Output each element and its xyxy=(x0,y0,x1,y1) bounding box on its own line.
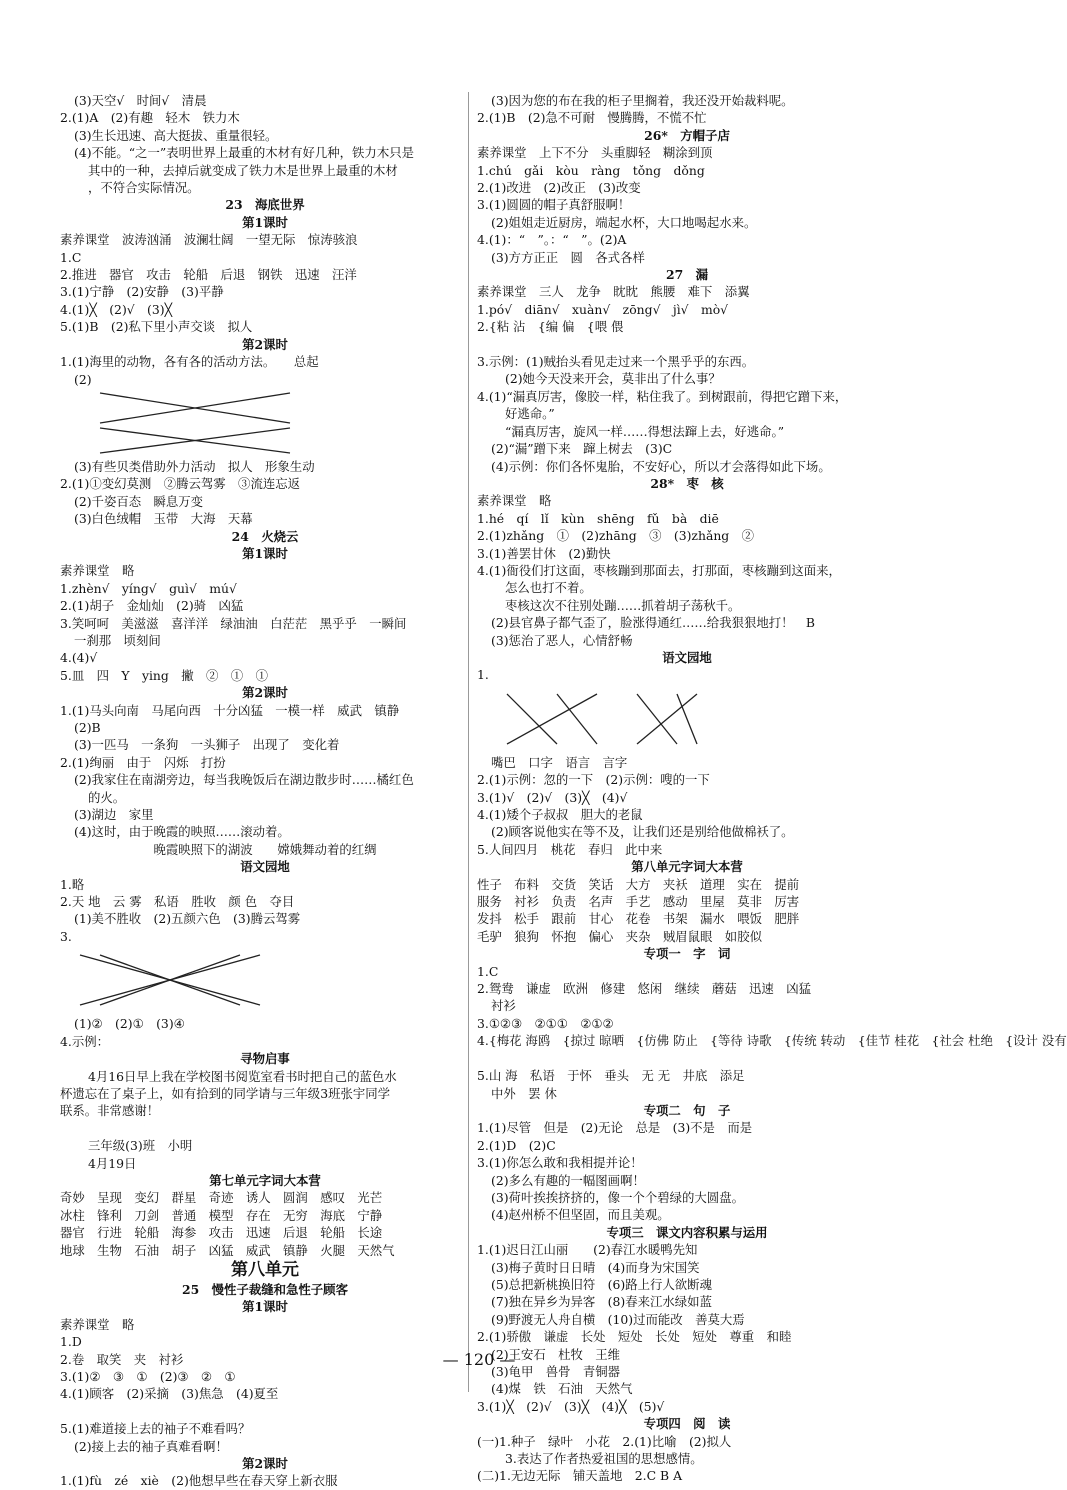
match-line xyxy=(507,694,597,744)
answer-line: 2.(1)D (2)C xyxy=(477,1137,556,1153)
answer-line: (3)梅子黄时日日晴 (4)而身为宋国笑 xyxy=(491,1259,700,1275)
answer-line: (3)荷叶挨挨挤挤的，像一个个碧绿的大圆盘。 xyxy=(491,1189,744,1205)
answer-line: 2.(1)改进 (2)改正 (3)改变 xyxy=(477,180,641,196)
matching-lines xyxy=(60,388,420,458)
answer-line: 2.推进 器官 攻击 轮船 后退 钢铁 迅速 汪洋 xyxy=(60,267,357,283)
answer-line: (4)示例：你们各怀鬼胎，不安好心，所以才会落得如此下场。 xyxy=(491,458,831,474)
answer-line: (2) xyxy=(74,371,92,387)
answer-line: 性子 布料 交货 笑话 大方 夹袄 道理 实在 提前 xyxy=(477,876,800,892)
answer-line: (3)方方正正 圆 各式各样 xyxy=(491,249,645,265)
answer-line: 26* 方帽子店 xyxy=(644,127,730,143)
answer-line: (2)我家住在南湖旁边，每当我晚饭后在湖边散步时……橘红色 xyxy=(74,772,414,788)
answer-line: 1.(1)海里的动物，各有各的活动方法。 总起 xyxy=(60,354,319,370)
answer-line: (2)王安石 杜牧 王维 xyxy=(491,1346,621,1362)
answer-line: (4)这时，由于晚霞的映照……滚动着。 xyxy=(74,824,290,840)
answer-line: 3.示例：(1)贼抬头看见走过来一个黑乎乎的东西。 xyxy=(477,354,755,370)
answer-line: (二)1.无边无际 铺天盖地 2.C B A xyxy=(477,1468,683,1484)
answer-line: 23 海底世界 xyxy=(225,197,305,213)
answer-line: 1. xyxy=(477,667,489,683)
answer-line: 第2课时 xyxy=(242,685,288,701)
answer-line: 嘴巴 口字 语言 言字 xyxy=(491,754,628,770)
answer-line: (1)美不胜收 (2)五颜六色 (3)腾云驾雾 xyxy=(74,911,301,927)
answer-line: 25 慢性子裁缝和急性子顾客 xyxy=(182,1281,348,1297)
answer-line: 2.{粘 沾 {编 偏 {喂 偎 xyxy=(477,319,624,335)
answer-line: 2.(1)示例：忽的一下 (2)示例：嗖的一下 xyxy=(477,772,710,788)
answer-line: (4)煤 铁 石油 天然气 xyxy=(491,1381,633,1397)
answer-line: 素养课堂 波涛汹涌 波澜壮阔 一望无际 惊涛骇浪 xyxy=(60,232,358,248)
answer-line: 3.(1)② ③ ① (2)③ ② ① xyxy=(60,1368,236,1384)
answer-line: 服务 衬衫 负责 名声 手艺 感动 里屋 莫非 厉害 xyxy=(477,894,800,910)
answer-line: 素养课堂 略 xyxy=(60,1316,135,1332)
answer-line: 3.①②③ ②①① ②①② xyxy=(477,1015,614,1031)
answer-line: (2)县官鼻子都气歪了，脸涨得通红……给我狠狠地打！ B xyxy=(491,615,816,631)
answer-line: 1.C xyxy=(477,963,499,979)
answer-line: 2.天 地 云 雾 私语 胜收 颜 色 夺目 xyxy=(60,894,295,910)
answer-line: 2.鸳鸯 谦虚 欧洲 修建 悠闲 继续 蘑菇 迅速 凶猛 xyxy=(477,981,811,997)
left-column xyxy=(60,92,470,1490)
answer-line: 3.(1)√ (2)√ (3)╳ (4)√ xyxy=(477,789,628,805)
answer-line: 4.(1)矮个子叔叔 胆大的老鼠 xyxy=(477,807,643,823)
answer-line: 1.略 xyxy=(60,876,85,892)
answer-line: (2)千姿百态 瞬息万变 xyxy=(74,493,204,509)
answer-line: 中外 罢 休 xyxy=(491,1085,557,1101)
matching-lines xyxy=(60,945,420,1015)
answer-line: 器官 行进 轮船 海参 攻击 迅速 后退 轮船 长途 xyxy=(60,1225,383,1241)
answer-line: ，不符合实际情况。 xyxy=(88,180,200,196)
answer-line: 冰柱 锋利 刀剑 普通 模型 存在 无穷 海底 宁静 xyxy=(60,1207,383,1223)
answer-line: 2.(1)B (2)急不可耐 慢腾腾，不慌不忙 xyxy=(477,110,707,126)
answer-line: 3. xyxy=(60,928,72,944)
matching-diagram xyxy=(60,388,470,458)
answer-line: 5.人间四月 桃花 春归 此中来 xyxy=(477,841,663,857)
answer-line: (7)独在异乡为异客 (8)春来江水绿如蓝 xyxy=(491,1294,712,1310)
answer-line: 3.(1)你怎么敢和我相提并论！ xyxy=(477,1155,643,1171)
answer-line: 第1课时 xyxy=(242,545,288,561)
answer-line: 联系。非常感谢！ xyxy=(60,1103,160,1119)
right-column xyxy=(477,92,1067,1485)
answer-line: 第2课时 xyxy=(242,336,288,352)
answer-line xyxy=(60,1403,470,1420)
answer-line: 第2课时 xyxy=(242,1456,288,1471)
answer-line: 第1课时 xyxy=(242,214,288,230)
answer-line: (3)惩治了恶人，心情舒畅 xyxy=(491,632,633,648)
answer-line: 24 火烧云 xyxy=(231,528,299,544)
answer-line: 素养课堂 上下不分 头重脚轻 糊涂到顶 xyxy=(477,145,713,161)
answer-line: 专项二 句 子 xyxy=(643,1102,731,1118)
answer-line: 三年级(3)班 小明 xyxy=(88,1138,193,1154)
answer-line: (2)B xyxy=(74,720,101,735)
answer-line: 4.示例： xyxy=(60,1033,109,1049)
answer-line: (3)一匹马 一条狗 一头狮子 出现了 变化着 xyxy=(74,737,340,753)
answer-line: 5.皿 四 Y ying 撇 ② ① ① xyxy=(60,667,268,683)
answer-line: 晚霞映照下的湖波 嫦娥舞动着的红绸 xyxy=(153,841,377,857)
answer-line: 语文园地 xyxy=(662,649,712,665)
answer-line: 语文园地 xyxy=(240,859,290,875)
answer-line: 3.(1)宁静 (2)安静 (3)平静 xyxy=(60,284,224,300)
answer-line: 枣核这次不往别处蹦……抓着胡子荡秋千。 xyxy=(505,597,741,613)
answer-line: (1)② (2)① (3)④ xyxy=(74,1016,185,1032)
answer-line: 奇妙 呈现 变幻 群星 奇迹 诱人 圆润 感叹 光芒 xyxy=(60,1190,383,1206)
answer-line: 4.(1)顾客 (2)采摘 (3)焦急 (4)夏至 xyxy=(60,1386,279,1402)
answer-line: 2.(1)绚丽 由于 闪烁 打扮 xyxy=(60,754,226,770)
answer-line: (5)总把新桃换旧符 (6)路上行人欲断魂 xyxy=(491,1276,712,1292)
answer-line: (2)她今天没来开会，莫非出了什么事？ xyxy=(505,371,721,387)
answer-line: 3.笑呵呵 美滋滋 喜洋洋 绿油油 白茫茫 黑乎乎 一瞬间 xyxy=(60,615,407,631)
answer-line: (一)1.种子 绿叶 小花 2.(1)比喻 (2)拟人 xyxy=(477,1433,732,1449)
answer-line: 杯遗忘在了桌子上，如有拾到的同学请与三年级3班张宇同学 xyxy=(60,1085,391,1101)
answer-line: 1.(1)马头向南 马尾向西 十分凶猛 一模一样 威武 镇静 xyxy=(60,702,400,718)
match-line xyxy=(507,694,557,744)
answer-line: 4月16日早上我在学校图书阅览室看书时把自己的蓝色水 xyxy=(88,1068,397,1084)
answer-line: 2.(1)胡子 金灿灿 (2)骑 凶猛 xyxy=(60,598,244,614)
answer-line xyxy=(477,336,897,353)
answer-line: 第1课时 xyxy=(242,1299,288,1315)
answer-line: (2)接上去的袖子真难看啊！ xyxy=(74,1438,228,1454)
answer-line: 4.(4)√ xyxy=(60,650,98,666)
answer-line: (4)不能。“之一”表明世界上最重的木材有好几种，铁力木只是 xyxy=(74,145,414,161)
answer-line: 发抖 松手 跟前 甘心 花卷 书架 漏水 喂饭 肥胖 xyxy=(477,911,800,927)
answer-line: (2)多么有趣的一幅图画啊！ xyxy=(491,1172,645,1188)
answer-line xyxy=(60,1120,470,1137)
answer-line: 1.(1)fù zé xiè (2)他想早些在春天穿上新衣服 xyxy=(60,1473,338,1489)
answer-line: (3)天空√ 时间√ 清晨 xyxy=(74,93,207,108)
answer-line: 毛驴 狼狗 怀抱 偏心 夹杂 贼眉鼠眼 如胶似 xyxy=(477,928,762,944)
answer-line: 3.表达了作者热爱祖国的思想感情。 xyxy=(505,1451,703,1467)
answer-line: 专项三 课文内容积累与运用 xyxy=(606,1224,768,1240)
answer-line: 地球 生物 石油 胡子 凶猛 威武 镇静 火腿 天然气 xyxy=(60,1242,395,1258)
answer-line: 5.(1)难道接上去的袖子不难看吗？ xyxy=(60,1421,251,1437)
answer-line: (3)龟甲 兽骨 青铜器 xyxy=(491,1364,621,1379)
answer-line: (2)顾客说他实在等不及，让我们还是别给他做棉袄了。 xyxy=(491,824,794,840)
answer-line xyxy=(477,1050,897,1067)
answer-line: 的火。 xyxy=(88,789,126,805)
answer-line: 第八单元 xyxy=(231,1259,299,1280)
answer-line: (3)生长迅速、高大挺拔、重量很轻。 xyxy=(74,127,278,143)
answer-line: 1.pó√ diān√ xuàn√ zōng√ jì√ mò√ xyxy=(477,301,729,317)
page-number: — 120 — xyxy=(442,1350,516,1369)
answer-line: 素养课堂 略 xyxy=(477,493,552,509)
answer-line: 1.C xyxy=(60,249,82,265)
matching-diagram xyxy=(60,945,470,1015)
answer-line: 1.hé qí lǐ kùn shēng fǔ bà diē xyxy=(477,510,719,526)
answer-line: 第八单元字词大本营 xyxy=(631,859,743,875)
answer-line: 第七单元字词大本营 xyxy=(209,1172,321,1188)
answer-line: 3.(1)圆圆的帽子真舒服啊！ xyxy=(477,197,631,213)
answer-line: 素养课堂 三人 龙争 眈眈 熊腰 难下 添翼 xyxy=(477,284,750,300)
answer-line: 一刹那 顷刻间 xyxy=(74,632,161,648)
answer-line: (3)因为您的布在我的柜子里搁着，我还没开始裁料呢。 xyxy=(491,93,794,108)
answer-line: 4.(1)╳ (2)√ (3)╳ xyxy=(60,301,173,317)
answer-line: (3)白色绒帽 玉带 大海 天幕 xyxy=(74,511,253,527)
answer-line: (2)“漏”蹭下来 蹿上树去 (3)C xyxy=(491,441,673,457)
answer-line: (2)姐姐走近厨房，端起水杯，大口地喝起水来。 xyxy=(491,214,757,230)
answer-line: 1.(1)迟日江山丽 (2)春江水暖鸭先知 xyxy=(477,1242,698,1258)
answer-line: 5.山 海 私语 于怀 垂头 无 无 井底 添足 xyxy=(477,1068,745,1084)
answer-line: 2.(1)①变幻莫测 ②腾云驾雾 ③流连忘返 xyxy=(60,476,301,492)
answer-line: 2.(1)骄傲 谦虚 长处 短处 长处 短处 尊重 和睦 xyxy=(477,1329,792,1345)
answer-line: 寻物启事 xyxy=(240,1051,290,1067)
answer-line: 1.chú gǎi kòu ràng tǒng dǒng xyxy=(477,162,705,178)
answer-line: 2.卷 取笑 夹 衬衫 xyxy=(60,1351,184,1367)
answer-line: (3)湖边 家里 xyxy=(74,807,154,823)
match-line xyxy=(637,694,677,744)
answer-line: 4.(1)“漏真厉害，像胶一样，粘住我了。到树跟前，得把它蹭下来， xyxy=(477,388,848,404)
answer-line: 3.(1)╳ (2)√ (3)╳ (4)╳ (5)√ xyxy=(477,1398,665,1414)
answer-line: 好逃命。” xyxy=(505,406,555,422)
answer-line: “漏真厉害，旋风一样……得想法蹿上去，好逃命。” xyxy=(505,423,785,439)
answer-line: 2.(1)A (2)有趣 轻木 铁力木 xyxy=(60,110,240,126)
answer-line: 4.{梅花 海鸥 {掠过 晾晒 {仿佛 防止 {等待 诗歌 {传统 转动 {佳节 桂花 {社会 杜绝 {设计 没有 xyxy=(477,1033,1067,1049)
answer-line: 5.(1)B (2)私下里小声交谈 拟人 xyxy=(60,319,253,335)
answer-line: 素养课堂 略 xyxy=(60,563,135,579)
match-line xyxy=(637,694,697,744)
answer-line: (3)有些贝类借助外力活动 拟人 形象生动 xyxy=(74,458,315,474)
answer-line: 专项一 字 词 xyxy=(643,946,731,962)
answer-line: 1.(1)尽管 但是 (2)无论 总是 (3)不是 而是 xyxy=(477,1120,753,1136)
answer-line: (4)赵州桥不但坚固，而且美观。 xyxy=(491,1207,670,1223)
answer-line: 4.(1)：“ ”。：“ ”。(2)A xyxy=(477,232,627,248)
answer-line: (9)野渡无人舟自横 (10)过而能改 善莫大焉 xyxy=(491,1311,745,1327)
answer-line: 衬衫 xyxy=(491,998,516,1014)
answer-line: 4.(1)衙役们打这面，枣核蹦到那面去，打那面，枣核蹦到这面来， xyxy=(477,562,841,578)
answer-line: 2.(1)zhǎng ① (2)zhāng ③ (3)zhǎng ② xyxy=(477,528,755,544)
answer-line: 28* 枣 核 xyxy=(650,475,724,491)
answer-line: 怎么也打不着。 xyxy=(505,580,592,596)
answer-line: 其中的一种，去掉后就变成了铁力木是世界上最重的木材 xyxy=(88,162,398,178)
matching-lines xyxy=(477,684,837,754)
answer-line: 专项四 阅 读 xyxy=(643,1416,731,1432)
answer-line: 27 漏 xyxy=(665,267,709,283)
answer-line: 3.(1)善罢甘休 (2)勤快 xyxy=(477,545,611,561)
match-line xyxy=(557,694,597,744)
matching-diagram xyxy=(477,684,897,754)
answer-line: 1.D xyxy=(60,1334,82,1350)
answer-line: 4月19日 xyxy=(88,1155,137,1171)
answer-line: 1.zhèn√ yíng√ guì√ mú√ xyxy=(60,580,237,596)
